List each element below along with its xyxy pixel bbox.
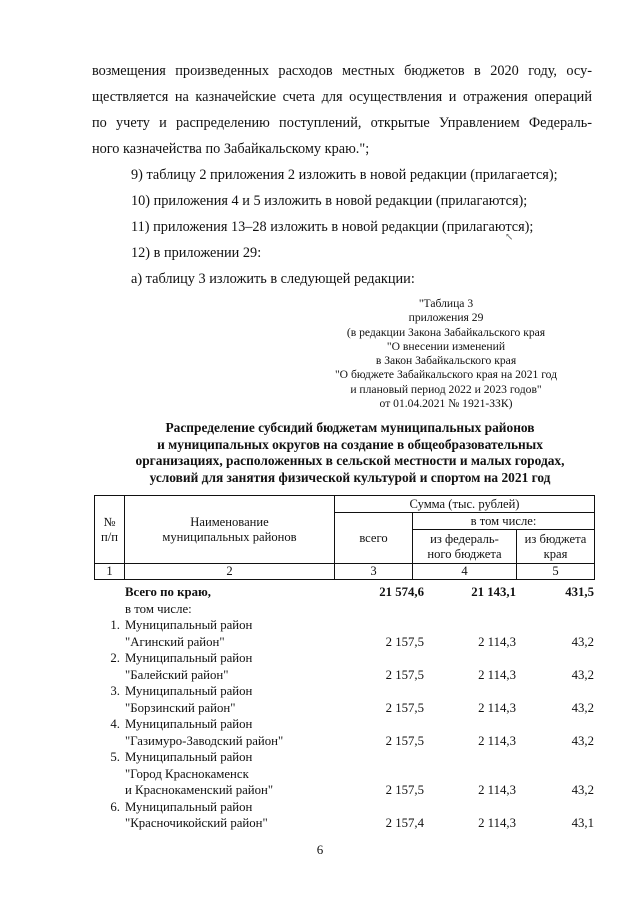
total-label: Всего по краю, (125, 585, 211, 599)
row-name: "Газимуро-Заводский район" (125, 733, 284, 748)
col-number: 2 (125, 564, 335, 580)
title-line: Распределение субсидий бюджетам муниципальных районов (165, 420, 535, 435)
title-line: условий для занятия физической культурой и спортом на 2021 год (149, 469, 551, 485)
row-number: 1. (110, 618, 120, 632)
including-label: в том числе: (125, 601, 192, 616)
caption-line: "О внесении изменений (386, 339, 506, 353)
row-number: 4. (110, 717, 120, 731)
table-body (94, 584, 594, 832)
table-row-cont (94, 733, 594, 750)
table-row-cont (94, 766, 594, 783)
body-line: 10) приложения 4 и 5 изложить в новой редакции (прилагаются); (131, 193, 528, 209)
row-federal: 2 114,3 (478, 733, 516, 748)
row-name: Муниципальный район (125, 750, 253, 764)
table-row-cont (94, 782, 594, 799)
row-total: 2 157,5 (385, 733, 424, 748)
title-line: организациях, расположенных в сельской местности и малых городах, (135, 453, 565, 468)
row-number: 6. (110, 799, 120, 814)
row-federal: 2 114,3 (478, 700, 516, 715)
table-title (100, 420, 600, 486)
body-line: ществляется на казначейские счета для осуществления и отражения операций (92, 89, 592, 105)
caption-line: "Таблица 3 (418, 297, 474, 310)
caption-line: в Закон Забайкальского края (375, 354, 517, 368)
table-row-cont (94, 667, 594, 684)
row-regional: 43,2 (571, 634, 594, 649)
table-row-cont (94, 700, 594, 717)
col-number: 3 (335, 564, 413, 580)
total-row (94, 584, 594, 601)
caption-line: и плановый период 2022 и 2023 годов" (350, 382, 542, 396)
table-row (94, 683, 594, 700)
title-line: и муниципальных округов на создание в общеобразовательных (157, 436, 543, 452)
caption-line: (в редакции Закона Забайкальского края (346, 325, 546, 339)
table-caption (300, 297, 592, 411)
row-name: Муниципальный район (125, 799, 253, 814)
body-line: возмещения произведенных расходов местных бюджетов в 2020 году, осу- (92, 63, 592, 79)
row-total: 2 157,5 (385, 634, 424, 649)
row-name: Муниципальный район (125, 651, 253, 665)
row-name: "Красночикойский район" (125, 816, 268, 830)
table-row (94, 650, 594, 667)
row-regional: 43,1 (571, 816, 594, 830)
row-federal: 2 114,3 (478, 816, 516, 830)
header-num: № п/п (95, 496, 125, 564)
body-line: 9) таблицу 2 приложения 2 изложить в новой редакции (прилагается); (131, 167, 558, 183)
body-line: а) таблицу 3 изложить в следующей редакции: (131, 271, 415, 287)
row-regional: 43,2 (571, 733, 594, 748)
total-federal: 21 143,1 (471, 585, 516, 599)
row-number: 5. (110, 750, 120, 764)
body-line: ного казначейства по Забайкальскому краю."; (92, 141, 370, 157)
header-incl: в том числе: (413, 513, 595, 530)
row-name: Муниципальный район (125, 717, 253, 731)
caption-line: от 01.04.2021 № 1921-ЗЗК) (379, 397, 513, 411)
row-federal: 2 114,3 (478, 634, 516, 649)
row-total: 2 157,5 (385, 667, 424, 682)
header-total: всего (335, 513, 413, 564)
row-total: 2 157,5 (385, 700, 424, 715)
header-federal: из федераль- ного бюджета (413, 530, 517, 564)
body-line: по учету и распределению поступлений, открытые Управлением Федераль- (92, 115, 592, 131)
row-federal: 2 114,3 (478, 783, 516, 797)
page-number: 6 (316, 842, 324, 857)
col-number: 1 (95, 564, 125, 580)
row-regional: 43,2 (571, 700, 594, 715)
row-name: и Краснокаменский район" (125, 783, 274, 797)
total-sum: 21 574,6 (379, 585, 424, 599)
row-regional: 43,2 (571, 783, 594, 797)
table-row (94, 617, 594, 634)
table-row (94, 749, 594, 766)
header-regional: из бюджета края (517, 530, 595, 564)
total-subtitle-row (94, 601, 594, 618)
caption-line: "О бюджете Забайкальского края на 2021 год (334, 368, 558, 382)
table-row-cont (94, 634, 594, 651)
row-name: "Город Краснокаменск (125, 766, 249, 781)
row-regional: 43,2 (571, 667, 594, 682)
col-number: 5 (517, 564, 595, 580)
caption-line: приложения 29 (408, 311, 484, 325)
row-total: 2 157,5 (385, 783, 424, 797)
row-name: "Балейский район" (125, 667, 229, 682)
scan-mark: ↖ (505, 232, 514, 243)
row-number: 2. (110, 651, 120, 665)
row-federal: 2 114,3 (478, 667, 516, 682)
body-line: 12) в приложении 29: (131, 245, 262, 261)
row-total: 2 157,4 (385, 816, 424, 830)
row-name: Муниципальный район (125, 684, 253, 698)
row-number: 3. (110, 684, 120, 698)
table-row (94, 799, 594, 816)
header-name: Наименование муниципальных районов (125, 496, 335, 564)
body-line: 11) приложения 13–28 изложить в новой редакции (прилагаются); (131, 219, 534, 235)
total-regional: 431,5 (565, 585, 594, 599)
row-name: "Агинский район" (125, 634, 225, 649)
table-row (94, 716, 594, 733)
row-name: Муниципальный район (125, 618, 253, 632)
table-header (94, 495, 595, 580)
table-row-cont (94, 815, 594, 832)
row-name: "Борзинский район" (125, 700, 236, 715)
header-sum: Сумма (тыс. рублей) (335, 496, 595, 513)
col-number: 4 (413, 564, 517, 580)
